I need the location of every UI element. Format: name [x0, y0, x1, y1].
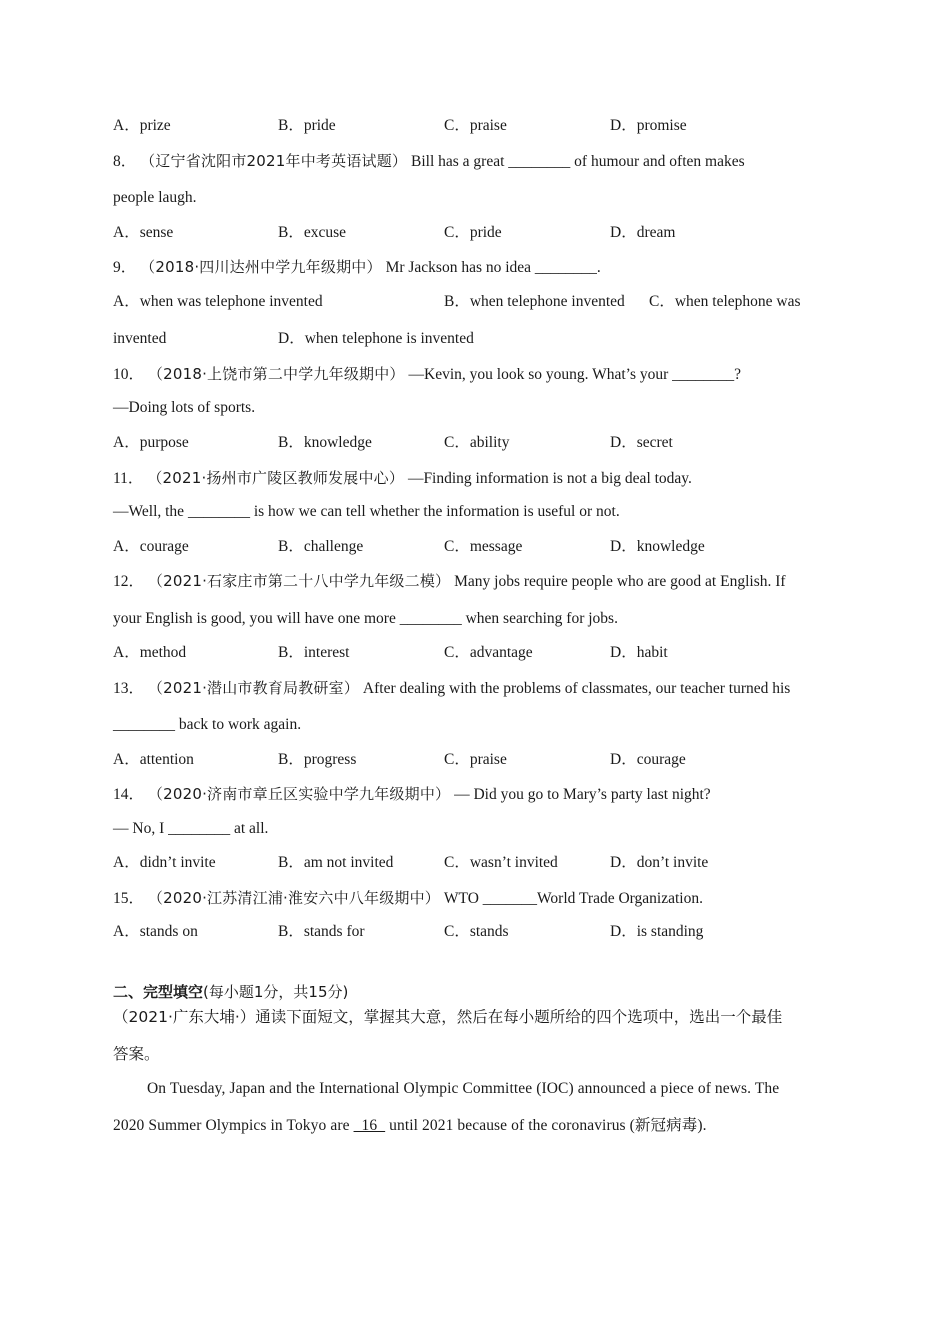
passage-line-2	[113, 1116, 838, 1136]
q13-number: 13．	[113, 680, 145, 697]
q14-number: 14．	[113, 786, 145, 803]
q8-text-cont: people laugh.	[113, 189, 197, 206]
q15-option-b: B．stands for	[278, 923, 365, 940]
q15-option-a: A．stands on	[113, 923, 198, 940]
q12-text-cont: your English is good, you will have one more ________ when searching for jobs.	[113, 610, 618, 627]
q9-option-c-cont: invented	[113, 330, 167, 347]
q10-option-d: D．secret	[610, 434, 673, 451]
section2-score: (每小题1分，共15分)	[203, 983, 349, 1001]
q11-number: 11．	[113, 470, 144, 487]
q9-option-d: D．when telephone is invented	[278, 330, 474, 347]
q15-source: （2020·江苏清江浦·淮安六中八年级期中）	[147, 889, 441, 907]
q10-text: —Kevin, you look so young. What’s your ________?	[408, 366, 742, 383]
q11-option-b: B．challenge	[278, 538, 364, 555]
q11-text-cont: —Well, the ________ is how we can tell whether the information is useful or not.	[113, 503, 620, 520]
q11-option-c: C．message	[444, 538, 523, 555]
q9-option-a: A．when was telephone invented	[113, 293, 323, 310]
q10-stem	[113, 364, 838, 385]
q10-source: （2018·上饶市第二中学九年级期中）	[147, 365, 405, 383]
q15-option-d: D．is standing	[610, 923, 704, 940]
q10-option-c: C．ability	[444, 434, 510, 451]
section2-instruction-cont: 答案。	[113, 1045, 160, 1063]
q14-source: （2020·济南市章丘区实验中学九年级期中）	[147, 785, 451, 803]
q11-stem	[113, 468, 838, 489]
q14-option-b: B．am not invited	[278, 854, 394, 871]
q13-stem	[113, 678, 838, 699]
q9-source: （2018·四川达州中学九年级期中）	[140, 258, 382, 276]
q7-option-c: C．praise	[444, 117, 507, 134]
q12-option-b: B．interest	[278, 644, 350, 661]
q15-number: 15．	[113, 890, 145, 907]
q15-stem	[113, 888, 838, 909]
q14-stem	[113, 784, 838, 805]
q9-option-c: C．when telephone was	[649, 293, 801, 310]
q13-option-a: A．attention	[113, 751, 194, 768]
section2-heading	[113, 982, 838, 1003]
q11-option-a: A．courage	[113, 538, 189, 555]
q8-option-d: D．dream	[610, 224, 676, 241]
q7-option-a: A．prize	[113, 117, 171, 134]
q14-text: — Did you go to Mary’s party last night?	[454, 786, 711, 803]
q10-option-a: A．purpose	[113, 434, 189, 451]
q8-text: Bill has a great ________ of humour and often makes	[411, 153, 745, 170]
q15-text: WTO _______World Trade Organization.	[443, 890, 703, 907]
q13-option-d: D．courage	[610, 751, 686, 768]
q9-text: Mr Jackson has no idea ________.	[385, 259, 601, 276]
q8-stem	[113, 151, 838, 172]
q10-option-b: B．knowledge	[278, 434, 372, 451]
q12-source: （2021·石家庄市第二十八中学九年级二模）	[147, 572, 451, 590]
q13-text-cont: ________ back to work again.	[113, 716, 302, 733]
q9-option-b: B．when telephone invented	[444, 293, 625, 310]
q8-source: （辽宁省沈阳市2021年中考英语试题）	[140, 152, 408, 170]
q15-option-c: C．stands	[444, 923, 509, 940]
q9-stem	[113, 257, 838, 278]
section2-instruction: （2021·广东大埔·）通读下面短文，掌握其大意，然后在每小题所给的四个选项中，选出一个最佳	[113, 1008, 783, 1026]
q8-option-a: A．sense	[113, 224, 174, 241]
q10-number: 10．	[113, 366, 145, 383]
q9-number: 9．	[113, 259, 137, 276]
passage-text-post: until 2021 because of the coronavirus (新冠病毒).	[385, 1117, 707, 1134]
blank-16: 16	[353, 1117, 386, 1134]
passage-text-pre: 2020 Summer Olympics in Tokyo are	[113, 1117, 354, 1134]
q12-number: 12．	[113, 573, 145, 590]
q12-text: Many jobs require people who are good at English. If	[454, 573, 786, 590]
passage-line-1: On Tuesday, Japan and the International Olympic Committee (IOC) announced a piece of news. The	[147, 1080, 780, 1097]
q12-option-c: C．advantage	[444, 644, 533, 661]
q14-text-cont: — No, I ________ at all.	[113, 820, 269, 837]
q14-option-c: C．wasn’t invited	[444, 854, 558, 871]
q11-option-d: D．knowledge	[610, 538, 705, 555]
q13-option-b: B．progress	[278, 751, 357, 768]
q12-option-d: D．habit	[610, 644, 668, 661]
q10-text-cont: —Doing lots of sports.	[113, 399, 256, 416]
q7-option-d: D．promise	[610, 117, 687, 134]
q12-stem	[113, 571, 838, 592]
q12-option-a: A．method	[113, 644, 187, 661]
section2-title: 二、完型填空	[113, 983, 204, 1001]
q14-option-a: A．didn’t invite	[113, 854, 216, 871]
q8-option-b: B．excuse	[278, 224, 347, 241]
q13-text: After dealing with the problems of classmates, our teacher turned his	[362, 680, 791, 697]
q14-option-d: D．don’t invite	[610, 854, 709, 871]
q13-option-c: C．praise	[444, 751, 507, 768]
q11-source: （2021·扬州市广陵区教师发展中心）	[147, 469, 405, 487]
q11-text: —Finding information is not a big deal today.	[407, 470, 692, 487]
q7-option-b: B．pride	[278, 117, 336, 134]
q8-option-c: C．pride	[444, 224, 502, 241]
q8-number: 8．	[113, 153, 137, 170]
q13-source: （2021·潜山市教育局教研室）	[147, 679, 360, 697]
